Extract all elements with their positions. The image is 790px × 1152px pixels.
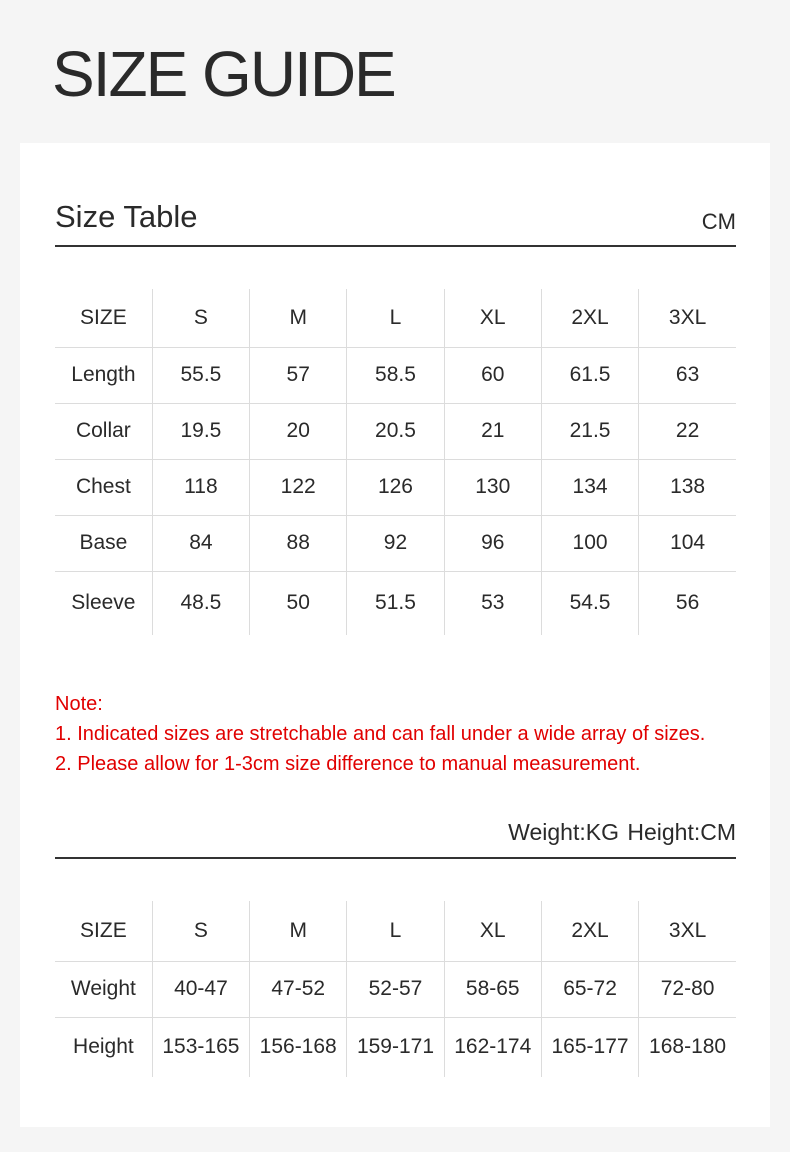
table-cell: 55.5 [152,347,249,403]
table-cell: 50 [250,571,347,635]
table-row [55,1017,736,1077]
weight-height-table [55,901,736,1077]
row-label: Chest [55,459,152,515]
row-label: Base [55,515,152,571]
column-header: 3XL [639,901,736,961]
row-label: Weight [55,961,152,1017]
table-cell: 92 [347,515,444,571]
table-cell: 100 [541,515,638,571]
weight-table-unit: Weight:KG Height:CM [508,819,736,845]
table-cell: 122 [250,459,347,515]
table-header-row [55,901,736,961]
row-label: Length [55,347,152,403]
table-row [55,961,736,1017]
table-cell: 126 [347,459,444,515]
page-title: SIZE GUIDE [52,38,395,110]
column-header: SIZE [55,289,152,347]
table-cell: 48.5 [152,571,249,635]
table-cell: 58.5 [347,347,444,403]
column-header: XL [444,289,541,347]
table-cell: 104 [639,515,736,571]
table-cell: 57 [250,347,347,403]
size-note [55,689,705,779]
table-cell: 88 [250,515,347,571]
table-row [55,571,736,635]
table-cell: 52-57 [347,961,444,1017]
table-header-row [55,289,736,347]
note-line: 1. Indicated sizes are stretchable and can fall under a wide array of sizes. [55,723,706,745]
column-header: 2XL [541,901,638,961]
table-row [55,403,736,459]
row-label: Height [73,1035,134,1059]
table-cell: 61.5 [541,347,638,403]
column-header: 3XL [639,289,736,347]
size-table-title: Size Table [55,199,198,234]
table-cell: 118 [152,459,249,515]
column-header: S [152,901,249,961]
column-header: L [347,901,444,961]
table-cell: 159-171 [347,1017,444,1077]
size-measurement-table [55,289,736,635]
row-label: Collar [55,403,152,459]
row-label: Sleeve [71,591,136,615]
size-table-header [55,195,736,247]
table-cell: 72-80 [639,961,736,1017]
table-row [55,459,736,515]
table-cell: 20 [250,403,347,459]
note-heading: Note: [55,693,103,715]
table-cell: 22 [639,403,736,459]
table-cell: 162-174 [444,1017,541,1077]
table-cell: 156-168 [250,1017,347,1077]
table-cell: 130 [444,459,541,515]
table-row [55,347,736,403]
table-cell: 20.5 [347,403,444,459]
column-header: 2XL [541,289,638,347]
column-header: XL [444,901,541,961]
size-table-unit: CM [701,209,736,234]
table-cell: 21.5 [541,403,638,459]
table-cell: 60 [444,347,541,403]
note-line: 2. Please allow for 1-3cm size difference to manual measurement. [55,753,641,775]
table-cell: 138 [639,459,736,515]
table-cell: 96 [444,515,541,571]
table-cell: 65-72 [541,961,638,1017]
column-header: S [152,289,249,347]
table-cell: 47-52 [250,961,347,1017]
table-cell: 58-65 [444,961,541,1017]
table-cell: 84 [152,515,249,571]
column-header: M [250,901,347,961]
column-header: SIZE [55,901,152,961]
table-cell: 168-180 [639,1017,736,1077]
table-cell: 63 [639,347,736,403]
column-header: M [250,289,347,347]
table-cell: 40-47 [152,961,249,1017]
table-cell: 19.5 [152,403,249,459]
size-guide-card [20,143,770,1127]
table-cell: 153-165 [152,1017,249,1077]
table-row [55,515,736,571]
table-cell: 165-177 [541,1017,638,1077]
column-header: L [347,289,444,347]
table-cell: 134 [541,459,638,515]
table-cell: 51.5 [347,571,444,635]
weight-table-header [55,813,736,859]
table-cell: 56 [639,571,736,635]
table-cell: 53 [444,571,541,635]
table-cell: 54.5 [541,571,638,635]
table-cell: 21 [444,403,541,459]
